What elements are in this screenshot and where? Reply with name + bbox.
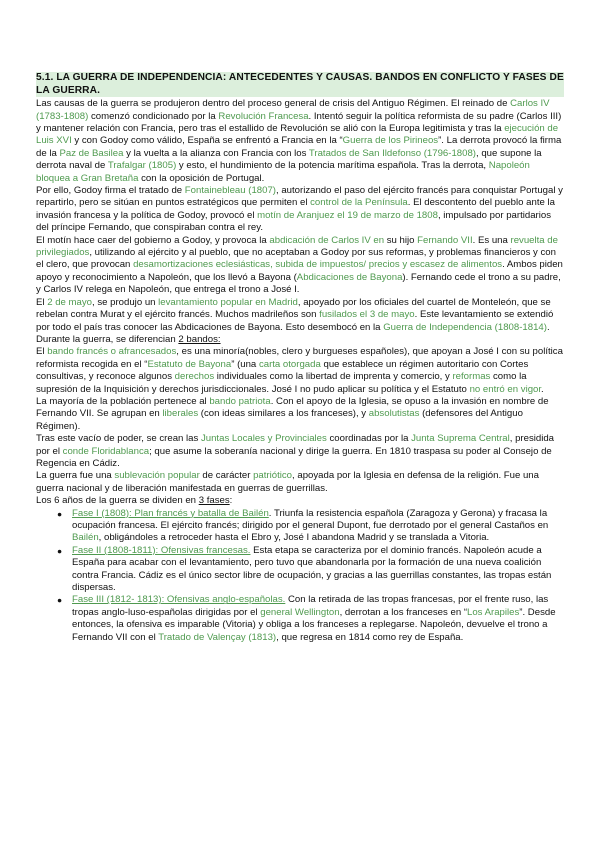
highlight-trafalgar: Trafalgar (1805) — [107, 160, 177, 172]
text: : — [229, 495, 233, 507]
text: , derrotan a los franceses en “ — [339, 606, 468, 618]
paragraph-godoy — [36, 185, 564, 235]
phase-3-title: Fase III (1812- 1813): Ofensivas anglo-españolas. — [72, 594, 286, 606]
highlight-basilea: Paz de Basilea — [59, 147, 124, 159]
list-item — [72, 594, 564, 644]
text: . — [546, 321, 550, 333]
highlight-juntas: Juntas Locales y Provinciales — [200, 433, 327, 445]
text: ). Fernando cede el trono a su padre, y Carlos IV relega en Napoleón, que entrega el trono a José I. — [36, 271, 561, 296]
text: . Intentó seguir la política reformista de su padre (Carlos III) y mantener relación con Francia, pero tras el estallido de Revolución se alió con la Europa legitimista y tras la — [36, 110, 562, 134]
paragraph-juntas — [36, 433, 564, 470]
text: Esta etapa se caracteriza por el dominio francés. Napoleón acude a España para acabar con el levantamiento, pero tuvo que abandonarla por la formación de una nueva coalición contra Francia. Cádiz es el único sector libre de ocupación, y gracias a las guerrillas constantes, las tropas están dispersas. — [72, 544, 552, 594]
text: Por ello, Godoy firma el tratado de — [36, 185, 185, 197]
paragraph-2-mayo — [36, 297, 564, 334]
text: como la supresión de la Inquisición y derechos jurisdiccionales. José I no pudo aplicar su política y el Estatuto — [36, 371, 527, 395]
text: . Ambos piden apoyo y reconocimiento a Napoleón, que los llevó a Bayona ( — [36, 259, 563, 283]
text: , utilizando al ejército y al pueblo, que no aceptaban a Godoy por sus reformas, y problemas financieros y con el clero, que provocan — [36, 247, 556, 271]
text: . — [541, 383, 544, 395]
section-title: 5.1. LA GUERRA DE INDEPENDENCIA: ANTECEDENTES Y CAUSAS. BANDOS EN CONFLICTO Y FASES DE LA GUERRA. — [36, 72, 564, 96]
highlight-no-vigor: no entró en vigor — [469, 383, 542, 395]
paragraph-patriota — [36, 396, 564, 433]
text: y esto, el hundimiento de la potencia marítima española. Tras la derrota, — [176, 160, 489, 172]
highlight-bailen: Bailén — [72, 532, 99, 544]
text: El — [36, 296, 48, 308]
phases-list — [36, 508, 564, 644]
phase-2-title: Fase II (1808-1811): Ofensivas francesas. — [72, 544, 251, 556]
highlight-estatuto: Estatuto de Bayona — [147, 358, 232, 370]
highlight-patriotico: patriótico — [253, 470, 293, 482]
text: , impulsado por partidarios del príncipe Fernando, que conspiraban contra el rey. — [36, 209, 552, 234]
highlight-aranjuez: motín de Aranjuez el 19 de marzo de 1808 — [257, 209, 438, 221]
text: (con ideas similares a los franceses), y — [198, 408, 369, 420]
text: de carácter — [199, 470, 254, 482]
highlight-floridablanca: conde Floridablanca — [62, 445, 150, 457]
highlight-junta-suprema: Junta Suprema Central — [411, 433, 510, 445]
text: . Este levantamiento se extendió por todo el país tras conocer las Abdicaciones de Bayona. Esto desembocó en la — [36, 309, 554, 333]
text: Las causas de la guerra se produjeron dentro del proceso general de crisis del Antiguo Régimen. El reinado de — [36, 98, 511, 110]
highlight-liberales: liberales — [162, 408, 199, 420]
text: Los 6 años de la guerra se dividen en — [36, 495, 199, 507]
document-page — [36, 72, 564, 644]
highlight-levantamiento: levantamiento popular en Madrid — [158, 296, 298, 308]
text: Durante la guerra, se diferencian — [36, 333, 179, 345]
highlight-carta: carta otorgada — [258, 358, 321, 370]
underlined-2-bandos: 2 bandos: — [178, 333, 221, 345]
text: . Con el apoyo de la Iglesia, se opuso a la invasión en nombre de Fernando VII. Se agrupan en — [36, 395, 549, 420]
text: El motín hace caer del gobierno a Godoy, y provoca la — [36, 234, 270, 246]
underlined-3-fases: 3 fases — [198, 495, 230, 507]
text: ” (una — [231, 358, 259, 370]
highlight-revolucion: Revolución Francesa — [218, 110, 309, 122]
text: Tras este vacío de poder, se crean las — [36, 433, 201, 445]
highlight-revuelta: revuelta de privilegiados — [36, 234, 558, 259]
highlight-carlos-iv: Carlos IV (1783-1808) — [36, 98, 550, 122]
text: , apoyada por la Iglesia en defensa de la religión. Fue una guerra nacional y de liberación manifestada en guerras de guerrillas. — [36, 470, 539, 494]
highlight-control: control de la Península — [310, 197, 408, 209]
text: , es una minoría(nobles, clero y burgueses españoles), que apoyan a José I con su política reformista recogida en el “ — [36, 346, 563, 370]
text: que establece un régimen autoritario con Cortes consultivas, y reconoce algunos — [36, 358, 529, 383]
text: su hijo — [384, 234, 418, 246]
highlight-desamortizaciones: desamortizaciones eclesiásticas, subida de impuestos/ precios y escasez de alimentos — [133, 259, 503, 271]
text: ”. Desde entonces, la ofensiva es imparable (Vitoria) y obliga a los franceses a replegarse. Napoleón, devuelve el trono a Fernando VII con el — [72, 606, 556, 643]
highlight-guerra: Guerra de Independencia (1808-1814) — [383, 321, 547, 333]
highlight-san-ildefonso: Tratados de San Ildefonso (1796-1808) — [308, 147, 477, 159]
highlight-luis-xvi: ejecución de Luis XVI — [36, 123, 559, 147]
text: El — [36, 346, 48, 358]
highlight-bloqueo: Napoleón bloquea a Gran Bretaña — [36, 160, 530, 184]
highlight-bando-frances: bando francés o afrancesados — [47, 346, 177, 358]
paragraph-bandos — [36, 334, 564, 346]
text: . El descontento del pueblo ante la invasión francesa y la política de Godoy, provocó el — [36, 197, 555, 221]
text: , obligándoles a retroceder hasta el Ebro y, José I abandona Madrid y se translada a Vitoria. — [98, 532, 490, 544]
text: , apoyado por los oficiales del cuartel de Monteleón, que se rebelan contra Murat y el ejército francés. Muchos madrileños son — [36, 296, 551, 321]
text: . Triunfa la resistencia española (Zaragoza y Gerona) y fracasa la ocupación francesa. El ejército francés; dirigido por el general Dupont, fue derrotado por el general Castaños en — [72, 507, 549, 531]
highlight-bayona: Abdicaciones de Bayona — [296, 271, 403, 283]
highlight-pirineos: Guerra de los Pirineos — [342, 135, 439, 147]
highlight-patriota: bando patriota — [209, 395, 271, 407]
highlight-sublevacion: sublevación popular — [114, 470, 200, 482]
text: (defensores del Antiguo Régimen). — [36, 408, 523, 432]
text: Con la retirada de las tropas francesas, por el frente ruso, las tropas anglo-luso-españolas dirigidas por el — [72, 594, 549, 618]
text: ”. La derrota provocó la firma de la — [36, 135, 562, 159]
text: . Es una — [472, 234, 511, 246]
paragraph-afrancesados — [36, 346, 564, 396]
paragraph-motin — [36, 235, 564, 297]
text: comenzó condicionado por la — [88, 110, 219, 122]
paragraph-fases — [36, 495, 564, 507]
text: La mayoría de la población pertenece al — [36, 395, 210, 407]
text: , que regresa en 1814 como rey de España. — [276, 631, 464, 643]
phase-1-title: Fase I (1808): Plan francés y batalla de Bailén — [72, 507, 269, 519]
text: , que supone la derrota naval de — [36, 147, 542, 172]
text: y con Godoy como válido, España se enfrentó a Francia en la “ — [71, 135, 343, 147]
text: y la vuelta a la alianza con Francia con los — [123, 147, 309, 159]
highlight-absolutistas: absolutistas — [368, 408, 420, 420]
highlight-derechos: derechos — [174, 371, 215, 383]
highlight-wellington: general Wellington — [260, 606, 340, 618]
highlight-abdicacion: abdicación de Carlos IV en — [269, 234, 385, 246]
text: , se produjo un — [92, 296, 159, 308]
text: , autorizando el paso del ejército francés para conquistar Portugal y repartirlo, pero se sitúan en puntos estratégicos que permiten el — [36, 185, 563, 209]
text: individuales como la libertad de imprenta y comercio, y — [214, 371, 453, 383]
text: con la oposición de Portugal. — [138, 172, 265, 184]
highlight-valencay: Tratado de Valençay (1813) — [158, 631, 277, 643]
text: ; que asume la soberanía nacional y dirige la guerra. En 1810 traspasa su poder al Consejo de Regencia en Cádiz. — [36, 445, 552, 469]
highlight-arapiles: Los Arapiles — [467, 606, 520, 618]
paragraph-causes — [36, 98, 564, 185]
text: La guerra fue una — [36, 470, 115, 482]
paragraph-sublevacion — [36, 470, 564, 495]
highlight-fontainebleau: Fontainebleau (1807) — [184, 185, 276, 197]
highlight-2-mayo: 2 de mayo — [47, 296, 93, 308]
list-item — [72, 508, 564, 545]
text: coordinadas por la — [326, 433, 412, 445]
text: , presidida por el — [36, 433, 555, 457]
highlight-fernando-vii: Fernando VII — [417, 234, 473, 246]
highlight-reformas: reformas — [452, 371, 491, 383]
list-item — [72, 545, 564, 595]
highlight-fusilados: fusilados el 3 de mayo — [319, 309, 415, 321]
